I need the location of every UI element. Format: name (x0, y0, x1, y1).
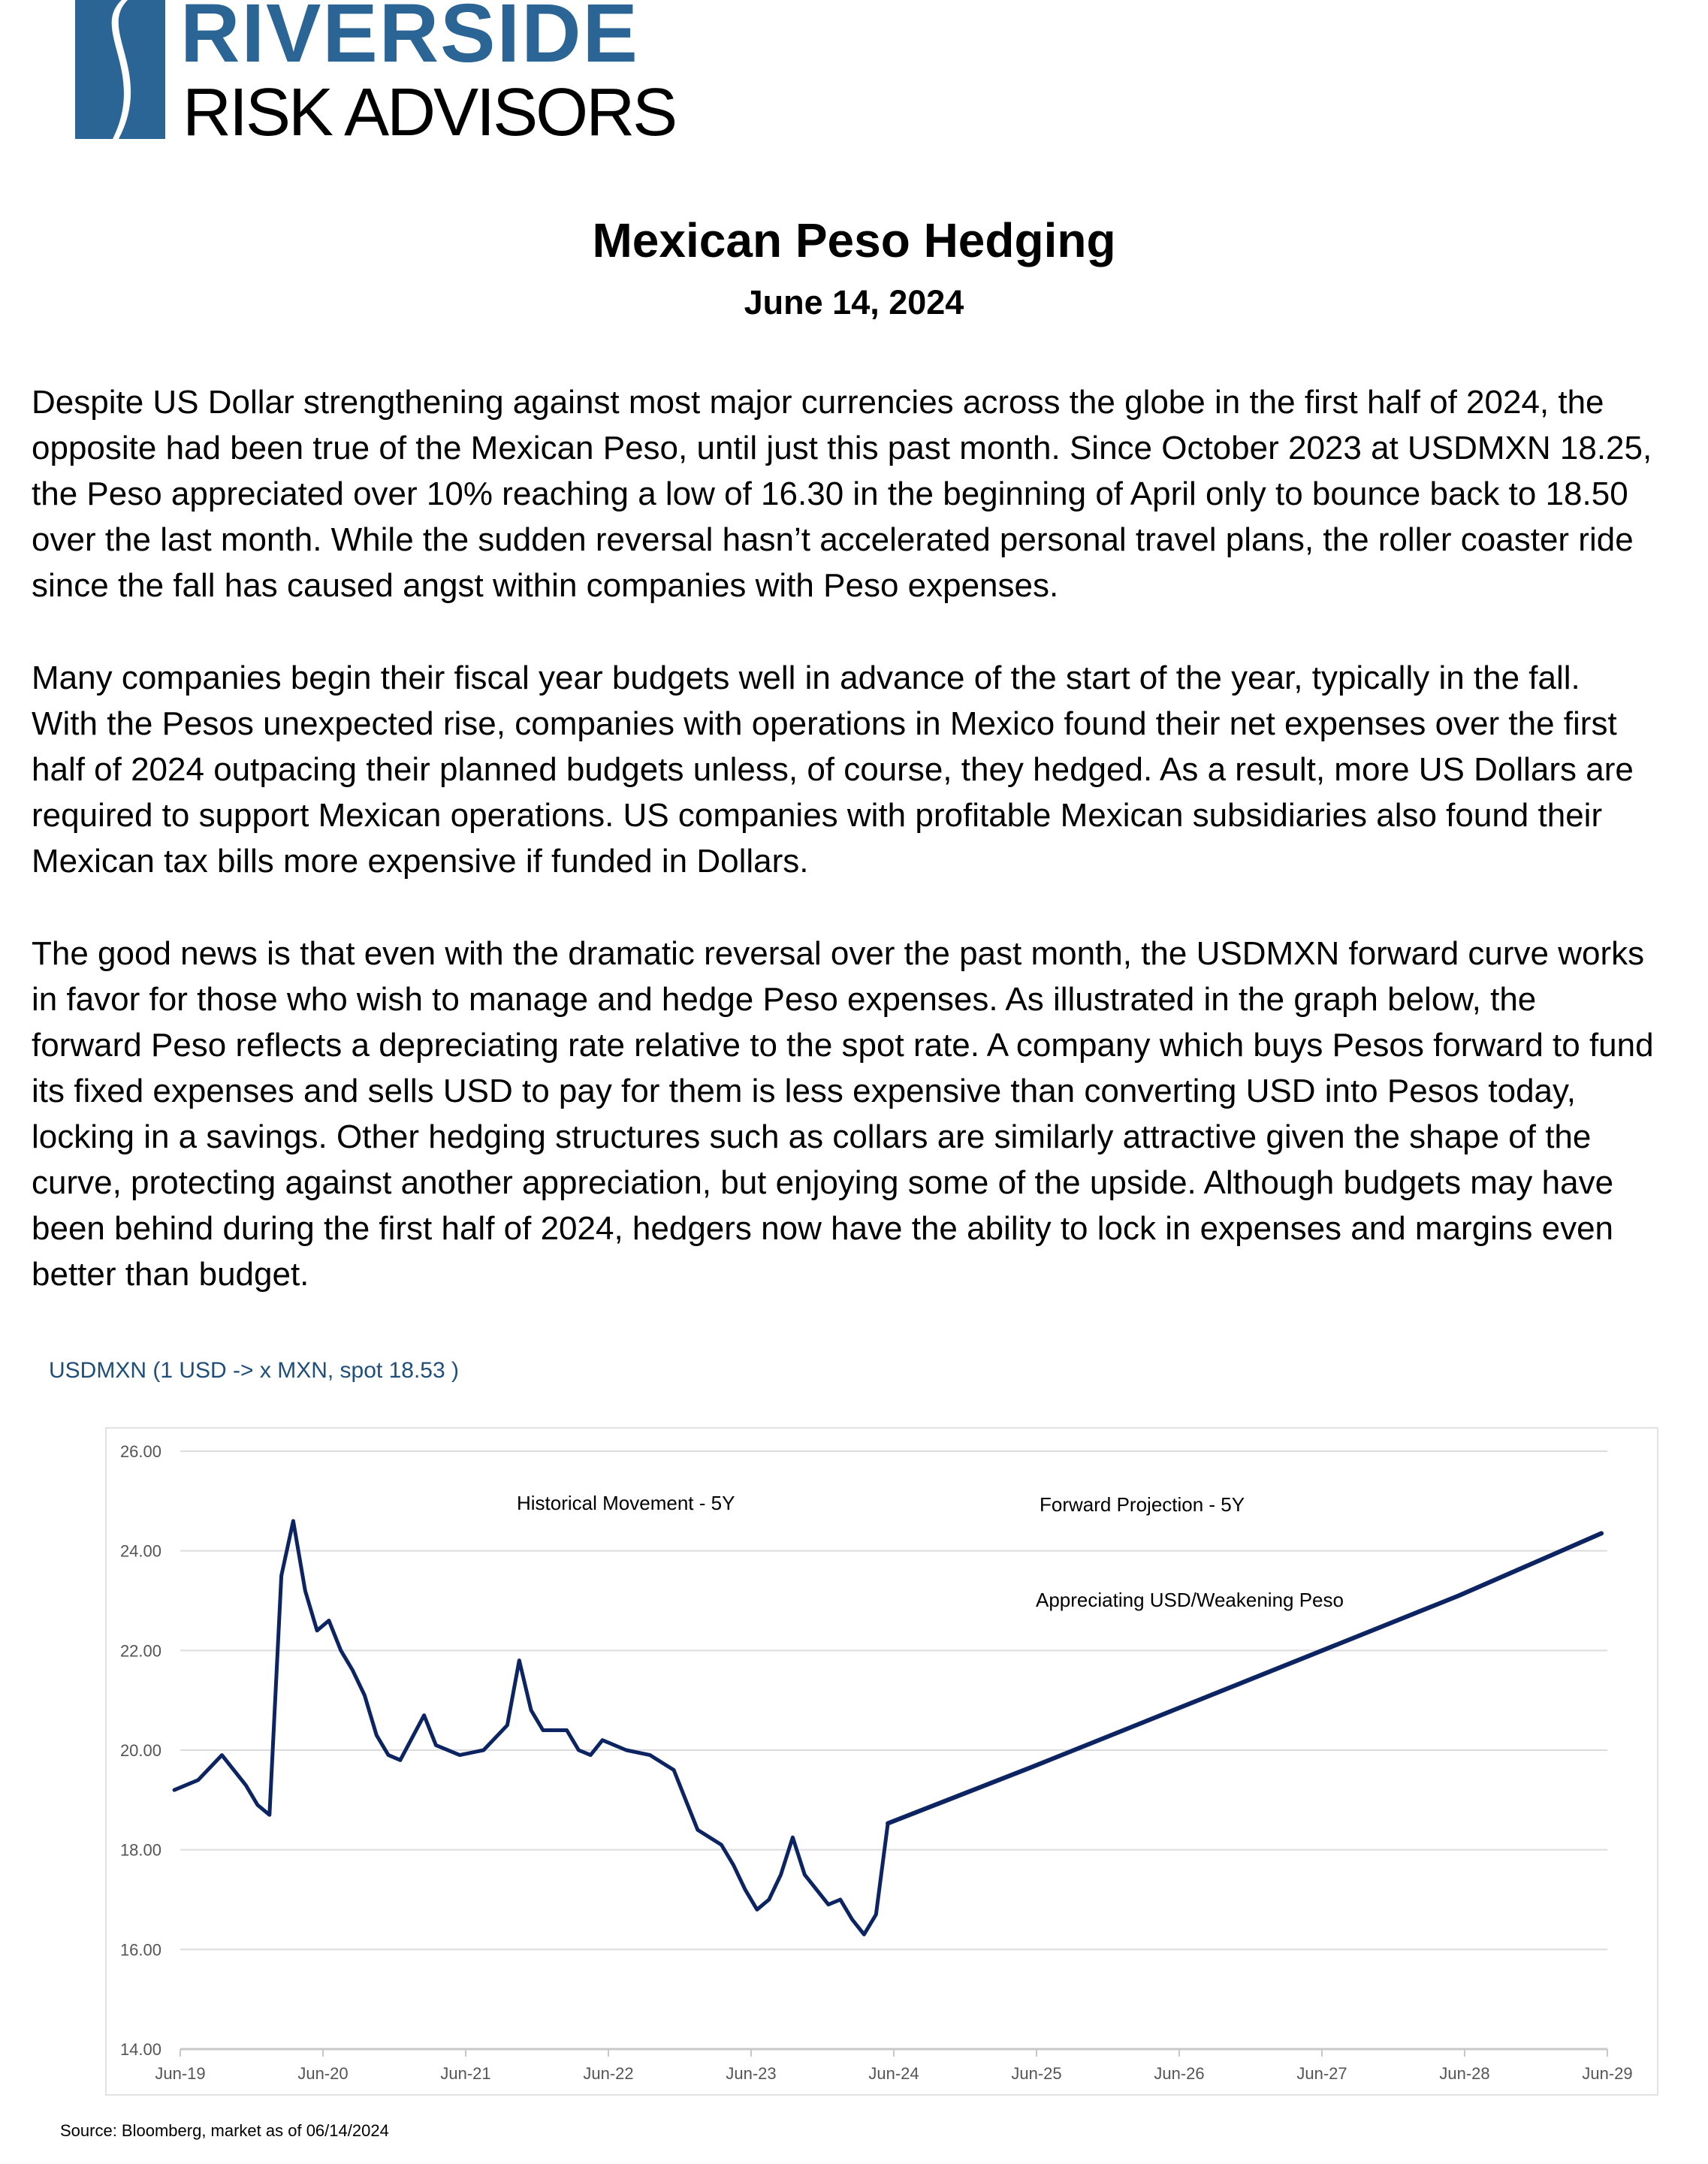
x-tick-label: Jun-29 (1582, 2064, 1633, 2083)
source-note: Source: Bloomberg, market as of 06/14/2024 (60, 2121, 389, 2140)
forward-series-line (888, 1533, 1601, 1823)
x-tick-label: Jun-21 (440, 2064, 491, 2083)
x-tick-label: Jun-25 (1011, 2064, 1062, 2083)
x-tick-label: Jun-22 (583, 2064, 634, 2083)
page-title: Mexican Peso Hedging (592, 213, 1116, 267)
y-tick-label: 24.00 (119, 1541, 161, 1561)
paragraph-3: The good news is that even with the dramatic reversal over the past month, the USDMXN forward curve works in favor for those who wish to manage and hedge Peso expenses. As illustrated in the graph below, the forward Peso reflects a depreciating rate relative to the spot rate. A company which buys Pesos forward to fund its fixed expenses and sells USD to pay for them is less expensive than converting USD into Pesos today, locking in a savings. Other hedging structures such as collars are similarly attractive given the shape of the curve, protecting against another appreciation, but enjoying some of the upside. Although budgets may have been behind during the first half of 2024, hedgers now have the ability to lock in expenses and margins even better than budget. (32, 935, 1654, 1293)
annotation-forward: Forward Projection - 5Y (1040, 1493, 1245, 1516)
y-tick-label: 16.00 (119, 1940, 161, 1960)
historical-series-line (174, 1521, 888, 1934)
y-tick-label: 14.00 (119, 2040, 161, 2059)
x-tick-label: Jun-27 (1296, 2064, 1347, 2083)
y-tick-label: 26.00 (119, 1442, 161, 1461)
x-tick-label: Jun-24 (868, 2064, 919, 2083)
logo-text-risk-advisors: RISK ADVISORS (183, 75, 676, 150)
x-tick-label: Jun-20 (297, 2064, 349, 2083)
y-tick-label: 20.00 (119, 1741, 161, 1760)
annotation-historical: Historical Movement - 5Y (517, 1492, 735, 1514)
x-tick-label: Jun-28 (1439, 2064, 1490, 2083)
paragraph-2: Many companies begin their fiscal year budgets well in advance of the start of the year, typically in the fall. With the Pesos unexpected rise, companies with operations in Mexico found their net expenses over the first half of 2024 outpacing their planned budgets unless, of course, they hedged. As a result, more US Dollars are required to support Mexican operations. US companies with profitable Mexican subsidiaries also found their Mexican tax bills more expensive if funded in Dollars. (32, 659, 1634, 880)
annotation-appreciating-usd: Appreciating USD/Weakening Peso (1036, 1589, 1344, 1611)
logo-text-riverside: RIVERSIDE (180, 0, 639, 80)
y-tick-label: 22.00 (119, 1641, 161, 1661)
report-date: June 14, 2024 (744, 283, 964, 321)
chart-title: USDMXN (1 USD -> x MXN, spot 18.53 ) (49, 1358, 459, 1383)
x-tick-label: Jun-19 (155, 2064, 206, 2083)
x-tick-label: Jun-26 (1154, 2064, 1205, 2083)
x-tick-label: Jun-23 (726, 2064, 777, 2083)
paragraph-1: Despite US Dollar strengthening against most major currencies across the globe in the first half of 2024, the opposite had been true of the Mexican Peso, until just this past month. Since October 2023 at USDMXN 18.25, the Peso appreciated over 10% reaching a low of 16.30 in the beginning of April only to bounce back to 18.50 over the last month. While the sudden reversal hasn’t accelerated personal travel plans, the roller coaster ride since the fall has caused angst within companies with Peso expenses. (32, 384, 1652, 604)
y-tick-label: 18.00 (119, 1840, 161, 1860)
